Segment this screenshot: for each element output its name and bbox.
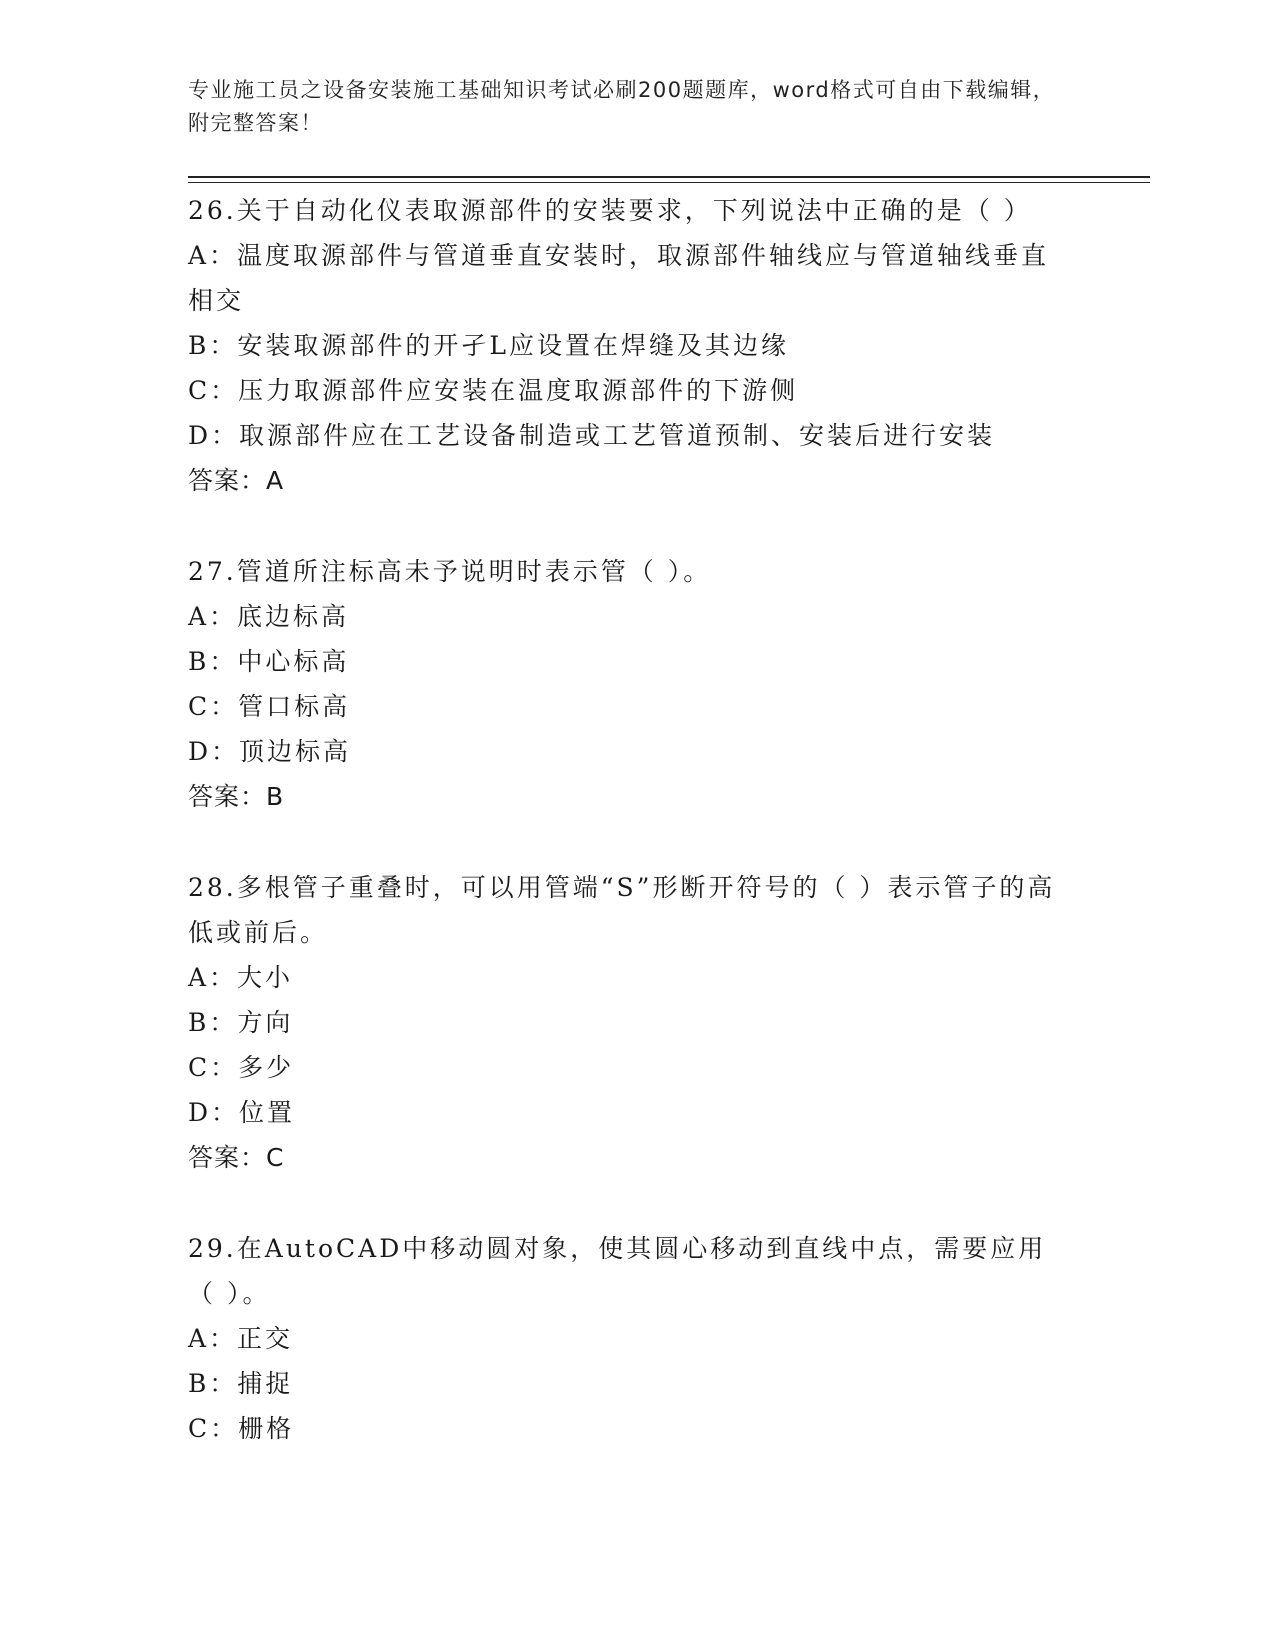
question-stem: 27.管道所注标高未予说明时表示管（ ）。	[188, 557, 712, 586]
header-divider-thin	[188, 182, 1150, 183]
question-28	[188, 865, 1068, 1180]
option-b: B：中心标高	[188, 647, 350, 676]
question-stem: 29.在AutoCAD中移动圆对象，使其圆心移动到直线中点，需要应用（ ）。	[188, 1234, 1047, 1308]
option-b: B：安装取源部件的开孑L应设置在焊缝及其边缘	[188, 331, 789, 360]
answer-label: 答案：C	[188, 1143, 285, 1172]
question-29	[188, 1226, 1068, 1451]
document-header: 专业施工员之设备安装施工基础知识考试必刷200题题库，word格式可自由下载编辑，附完整答案！	[188, 78, 1056, 135]
answer-label: 答案：B	[188, 782, 285, 811]
option-b: B：方向	[188, 1008, 294, 1037]
option-a: A：正交	[188, 1324, 294, 1353]
question-stem: 28.多根管子重叠时，可以用管端“S”形断开符号的（ ）表示管子的高低或前后。	[188, 873, 1056, 947]
header-divider-thick	[188, 176, 1150, 178]
question-27	[188, 549, 1068, 819]
option-c: C：多少	[188, 1053, 295, 1082]
option-d: D：顶边标高	[188, 737, 352, 766]
option-d: D：位置	[188, 1098, 296, 1127]
option-a: A：温度取源部件与管道垂直安装时，取源部件轴线应与管道轴线垂直相交	[188, 241, 1050, 315]
option-c: C：管口标高	[188, 692, 351, 721]
option-a: A：大小	[188, 963, 294, 992]
question-26	[188, 188, 1068, 503]
option-a: A：底边标高	[188, 602, 350, 631]
answer-label: 答案：A	[188, 466, 285, 495]
option-b: B：捕捉	[188, 1369, 294, 1398]
question-list	[188, 188, 1068, 1497]
option-d: D：取源部件应在工艺设备制造或工艺管道预制、安装后进行安装	[188, 421, 996, 450]
option-c: C：压力取源部件应安装在温度取源部件的下游侧	[188, 376, 799, 405]
option-c: C：栅格	[188, 1414, 295, 1443]
question-stem: 26.关于自动化仪表取源部件的安装要求，下列说法中正确的是（ ）	[188, 196, 1032, 225]
